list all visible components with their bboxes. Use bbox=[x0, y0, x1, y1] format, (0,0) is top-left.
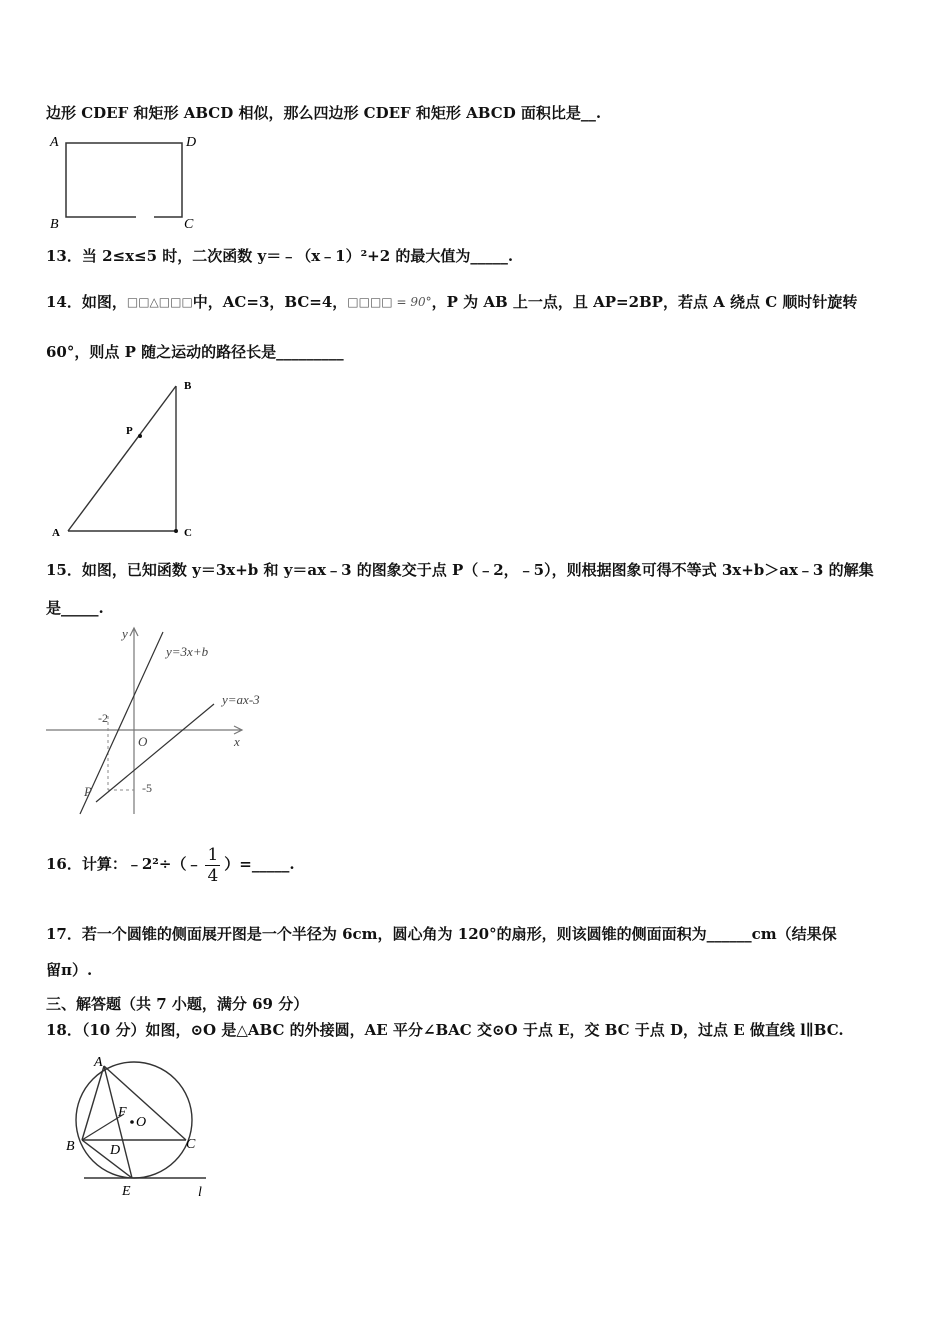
q15-line1: 15．如图，已知函数 y＝3x+b 和 y＝ax﹣3 的图象交于点 P（﹣2，﹣5），则根据图象可得不等式 3x+b＞ax﹣3 的解集 bbox=[46, 561, 874, 579]
line2-label: y=ax-3 bbox=[222, 692, 260, 707]
rect-label-b: B bbox=[50, 217, 59, 232]
q18-text: 18．（10 分）如图，⊙O 是△ABC 的外接圆，AE 平分∠BAC 交⊙O 于点 E，交 BC 于点 D，过点 E 做直线 l∥BC. bbox=[46, 1021, 844, 1039]
q16-denominator: 4 bbox=[207, 865, 219, 886]
circle-label-c: C bbox=[186, 1137, 196, 1152]
point-p-label: P bbox=[84, 784, 92, 799]
rect-label-c: C bbox=[184, 217, 194, 232]
line-label-l: l bbox=[198, 1185, 202, 1200]
q14-inline-image-angle: □□□□ = 90° bbox=[347, 295, 432, 309]
circle-label-a: A bbox=[94, 1055, 103, 1070]
q12-rectangle-figure bbox=[46, 130, 206, 232]
x-tick-label: -2 bbox=[98, 711, 108, 725]
circle-label-f: F bbox=[118, 1105, 127, 1120]
origin-label: O bbox=[138, 734, 148, 749]
q16-line bbox=[46, 842, 295, 886]
circle-label-b: B bbox=[66, 1139, 75, 1154]
q13-text: 13．当 2≤x≤5 时，二次函数 y＝﹣（x﹣1）²+2 的最大值为_____. bbox=[46, 247, 514, 265]
q14-triangle-figure bbox=[46, 376, 206, 546]
q14-inline-image-triangle: □□△□□□ bbox=[126, 295, 193, 309]
q16-numerator: 1 bbox=[207, 844, 219, 865]
x-axis-label: x bbox=[234, 734, 240, 749]
q18-circle-figure bbox=[60, 1052, 220, 1202]
circle-label-o: O bbox=[136, 1115, 147, 1130]
section-heading: 三、解答题（共 7 小题，满分 69 分） bbox=[46, 995, 309, 1013]
tri-label-b: B bbox=[184, 380, 192, 392]
q17-line1: 17．若一个圆锥的侧面展开图是一个半径为 6cm，圆心角为 120°的扇形，则该圆锥的侧面面积为______cm（结果保 bbox=[46, 925, 837, 943]
y-tick-label: -5 bbox=[142, 781, 152, 795]
q16-post: ）=_____. bbox=[224, 855, 295, 873]
q14-number: 14．如图， bbox=[46, 293, 127, 311]
tri-label-c: C bbox=[184, 527, 192, 539]
q15-line2: 是_____. bbox=[46, 599, 104, 617]
q14-line1 bbox=[46, 292, 857, 312]
rect-label-d: D bbox=[186, 135, 197, 150]
q12-text: 边形 CDEF 和矩形 ABCD 相似，那么四边形 CDEF 和矩形 ABCD 面积比是__. bbox=[46, 104, 602, 122]
circle-label-e: E bbox=[122, 1184, 131, 1199]
circle-label-d: D bbox=[110, 1143, 121, 1158]
q14-line2: 60°，则点 P 随之运动的路径长是_________ bbox=[46, 343, 344, 361]
y-axis-label: y bbox=[122, 626, 128, 641]
q14-tail: ，P 为 AB 上一点，且 AP=2BP，若点 A 绕点 C 顺时针旋转 bbox=[431, 293, 858, 311]
q17-line2: 留π）. bbox=[46, 961, 93, 979]
tri-label-a: A bbox=[52, 527, 60, 539]
q16-fraction bbox=[205, 845, 220, 886]
q14-mid: 中，AC=3，BC=4， bbox=[192, 293, 348, 311]
line1-label: y=3x+b bbox=[166, 644, 209, 659]
tri-label-p: P bbox=[126, 425, 133, 437]
rect-label-a: A bbox=[50, 135, 59, 150]
q15-graph-figure bbox=[46, 624, 286, 820]
q16-pre: 16．计算：﹣2²÷（﹣ bbox=[46, 855, 202, 873]
